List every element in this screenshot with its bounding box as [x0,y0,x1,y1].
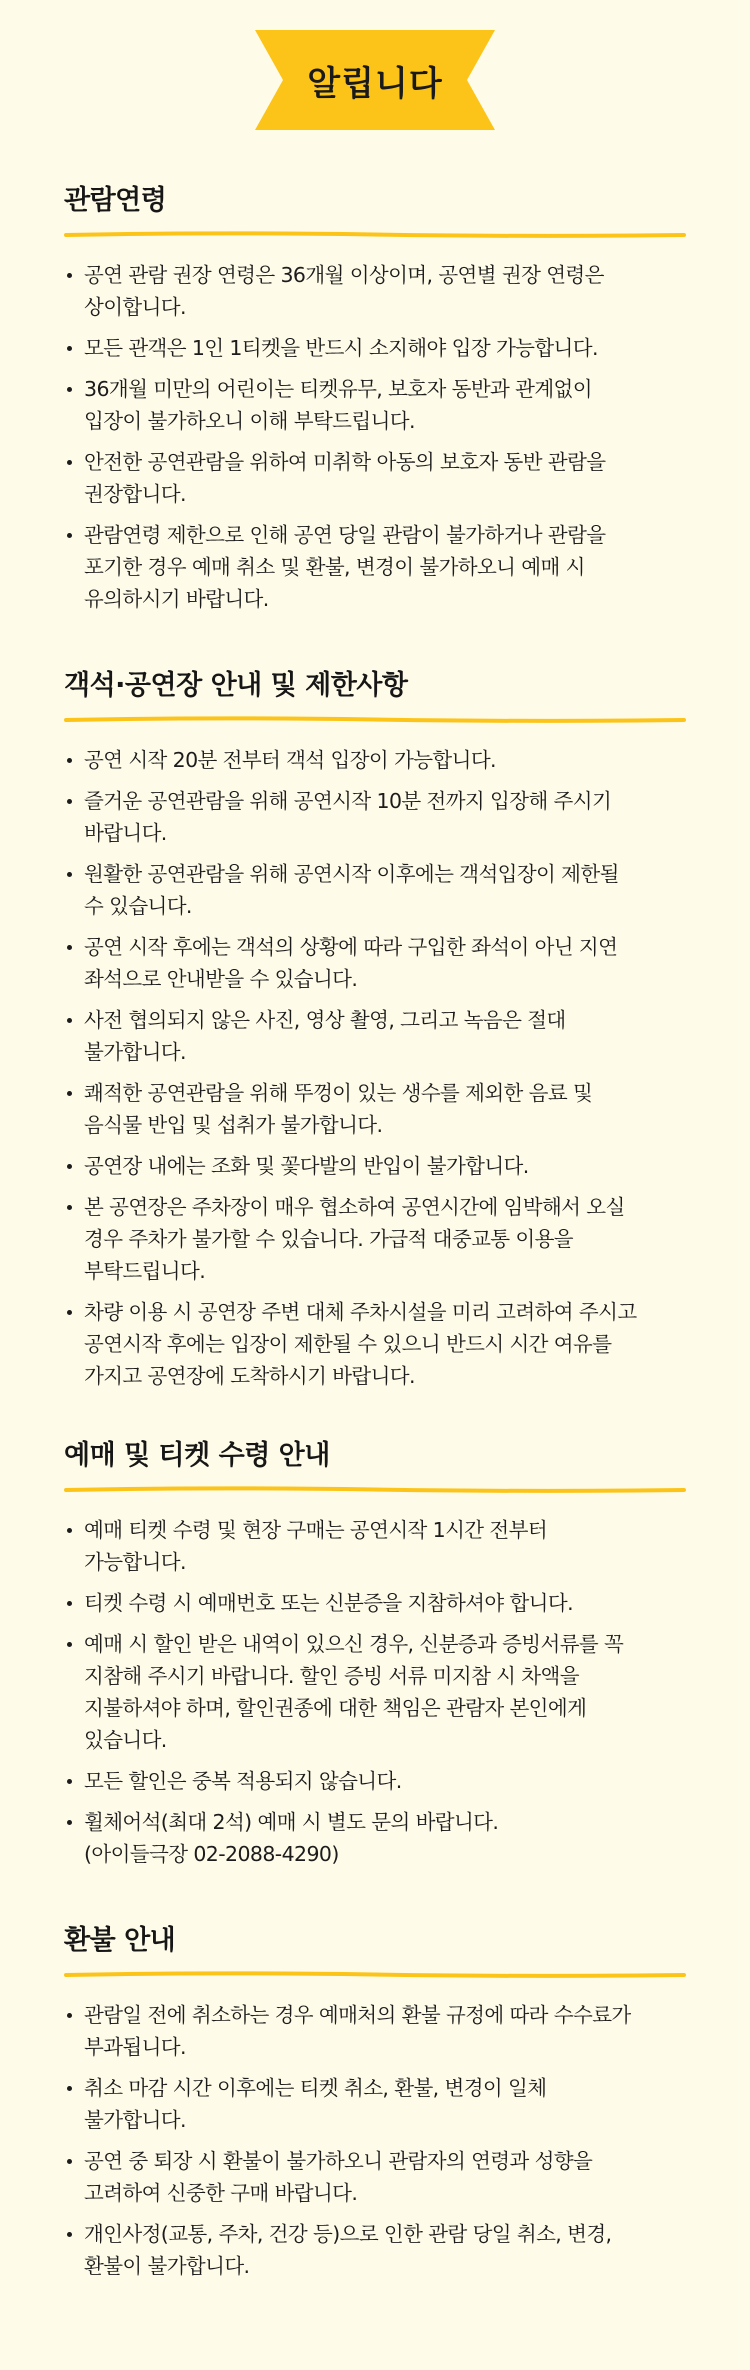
notice-list [64,1514,686,1870]
list-item: 본 공연장은 주차장이 매우 협소하여 공연시간에 임박해서 오실 경우 주차가 불가할 수 있습니다. 가급적 대중교통 이용을 부탁드립니다. [64,1191,686,1287]
list-item: 차량 이용 시 공연장 주변 대체 주차시설을 미리 고려하여 주시고 공연시작 후에는 입장이 제한될 수 있으니 반드시 시간 여유를 가지고 공연장에 도착하시기 바랍니다. [64,1296,686,1392]
list-item: 취소 마감 시간 이후에는 티켓 취소, 환불, 변경이 일체 불가합니다. [64,2072,686,2136]
list-item: 즐거운 공연관람을 위해 공연시작 10분 전까지 입장해 주시기 바랍니다. [64,785,686,849]
list-item: 공연 중 퇴장 시 환불이 불가하오니 관람자의 연령과 성향을 고려하여 신중한 구매 바랍니다. [64,2145,686,2209]
section-refund [64,1923,686,2291]
section-underline [64,231,686,239]
notice-banner [255,30,495,130]
section-underline [64,716,686,724]
list-item: 관람연령 제한으로 인해 공연 당일 관람이 불가하거나 관람을 포기한 경우 예매 취소 및 환불, 변경이 불가하오니 예매 시 유의하시기 바랍니다. [64,519,686,615]
list-item: 공연 시작 20분 전부터 객석 입장이 가능합니다. [64,744,686,776]
list-item: 공연 관람 권장 연령은 36개월 이상이며, 공연별 권장 연령은 상이합니다. [64,259,686,323]
list-item: 공연 시작 후에는 객석의 상황에 따라 구입한 좌석이 아닌 지연 좌석으로 안내받을 수 있습니다. [64,931,686,995]
notice-list [64,744,686,1392]
list-item: 36개월 미만의 어린이는 티켓유무, 보호자 동반과 관계없이 입장이 불가하오니 이해 부탁드립니다. [64,373,686,437]
section-underline [64,1971,686,1979]
banner-title: 알립니다 [307,63,443,104]
list-item: 휠체어석(최대 2석) 예매 시 별도 문의 바랍니다. (아이들극장 02-2088-4290) [64,1806,686,1870]
notice-list [64,1999,686,2282]
list-item: 사전 협의되지 않은 사진, 영상 촬영, 그리고 녹음은 절대 불가합니다. [64,1004,686,1068]
list-item: 티켓 수령 시 예매번호 또는 신분증을 지참하셔야 합니다. [64,1587,686,1619]
section-seating-restrictions [64,668,686,1401]
section-title: 환불 안내 [64,1925,176,1956]
list-item: 예매 티켓 수령 및 현장 구매는 공연시작 1시간 전부터 가능합니다. [64,1514,686,1578]
list-item: 안전한 공연관람을 위하여 미취학 아동의 보호자 동반 관람을 권장합니다. [64,446,686,510]
section-title: 객석·공연장 안내 및 제한사항 [64,670,408,701]
list-item: 개인사정(교통, 주차, 건강 등)으로 인한 관람 당일 취소, 변경, 환불이 불가합니다. [64,2218,686,2282]
section-title: 예매 및 티켓 수령 안내 [64,1440,330,1471]
list-item: 쾌적한 공연관람을 위해 뚜껑이 있는 생수를 제외한 음료 및 음식물 반입 및 섭취가 불가합니다. [64,1077,686,1141]
list-item: 모든 할인은 중복 적용되지 않습니다. [64,1765,686,1797]
list-item: 모든 관객은 1인 1티켓을 반드시 소지해야 입장 가능합니다. [64,332,686,364]
notice-list [64,259,686,615]
section-ticket-booking [64,1438,686,1879]
list-item: 관람일 전에 취소하는 경우 예매처의 환불 규정에 따라 수수료가 부과됩니다. [64,1999,686,2063]
section-underline [64,1486,686,1494]
section-title: 관람연령 [64,185,167,216]
list-item: 원활한 공연관람을 위해 공연시작 이후에는 객석입장이 제한될 수 있습니다. [64,858,686,922]
list-item: 예매 시 할인 받은 내역이 있으신 경우, 신분증과 증빙서류를 꼭 지참해 주시기 바랍니다. 할인 증빙 서류 미지참 시 차액을 지불하셔야 하며, 할인권종에 대한 책임은 관람자 본인에게 있습니다. [64,1628,686,1756]
list-item: 공연장 내에는 조화 및 꽃다발의 반입이 불가합니다. [64,1150,686,1182]
section-viewing-age [64,183,686,624]
